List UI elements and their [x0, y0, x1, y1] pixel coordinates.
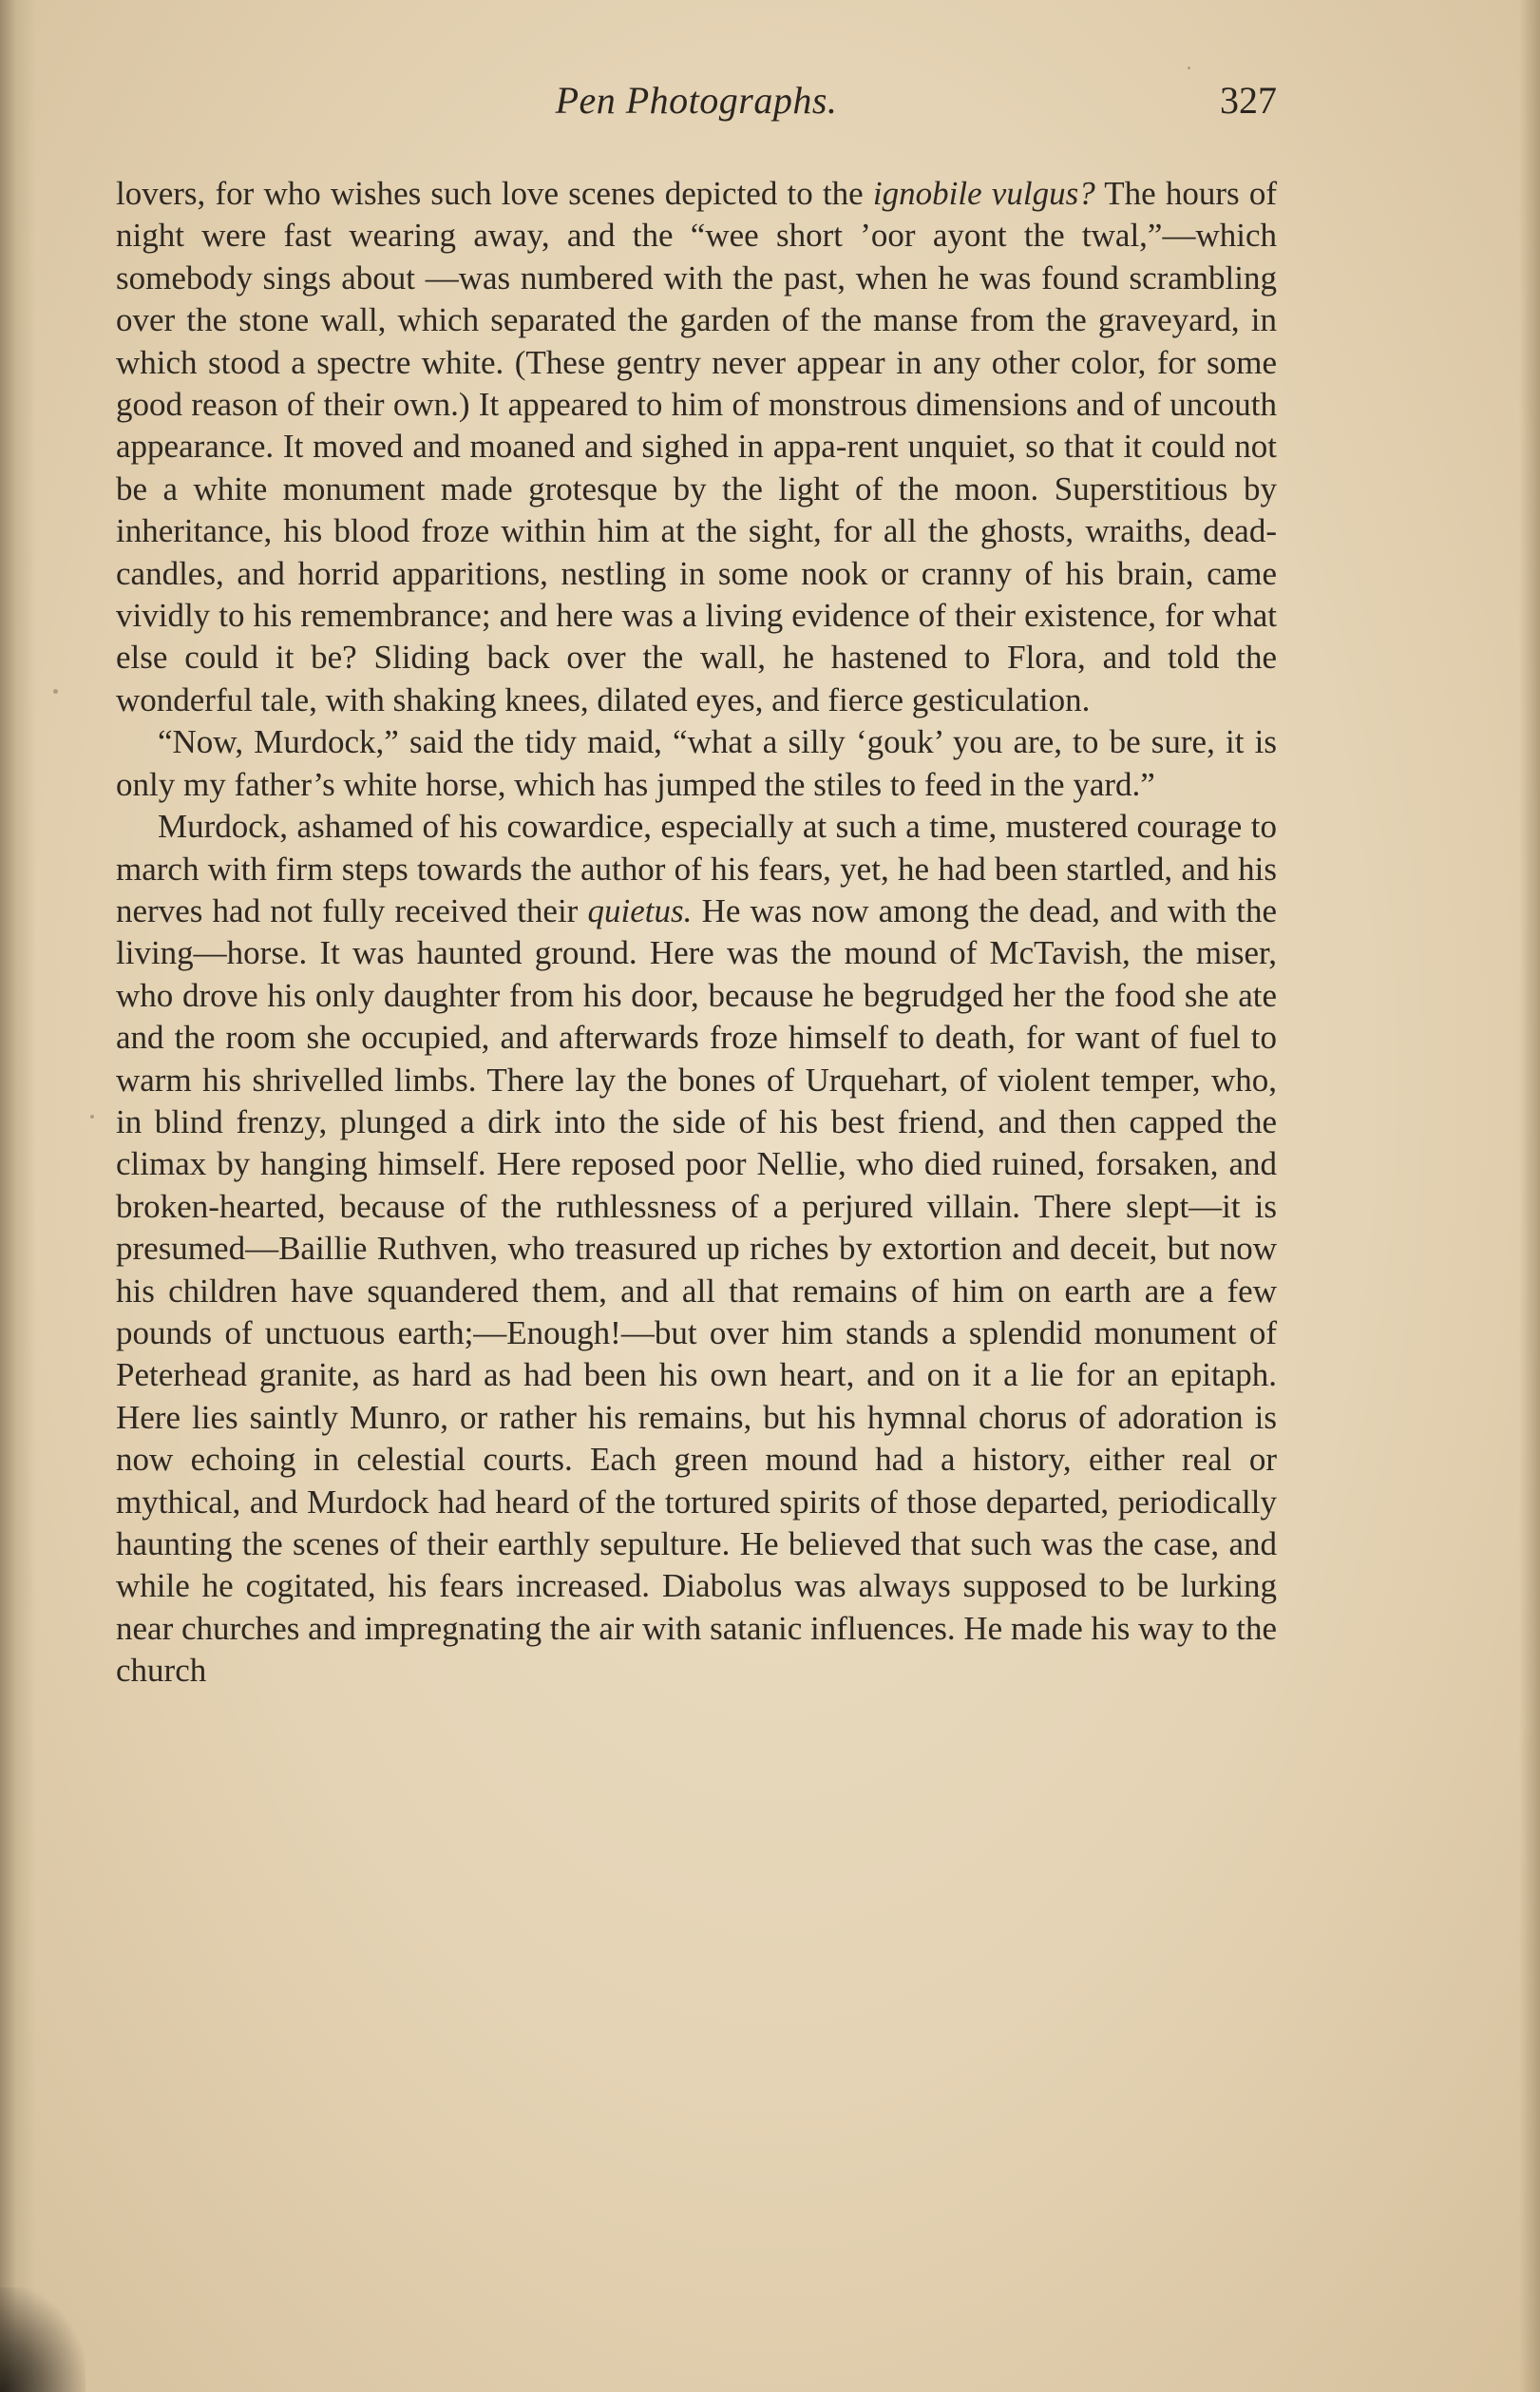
paper-spot — [90, 1115, 94, 1119]
running-title: Pen Photographs. — [555, 79, 838, 122]
page-edge — [1519, 0, 1540, 2392]
body-text — [116, 173, 1277, 1693]
text-run: The hours of night were fast wearing away, and the “wee short ’oor ayont the twal,”—which somebody sings about —was numbered with the past, when he was found scrambling over the stone wall, which separated the garden of the manse from the graveyard, in which stood a spectre white. (These gentry never appear in any other color, for some good reason of their own.) It appeared to him of monstrous dimensions and of uncouth appearance. It moved and moaned and sighed in appa-rent unquiet, so that it could not be a white monument made grotesque by the light of the moon. Superstitious by inheritance, his blood froze within him at the sight, for all the ghosts, wraiths, dead-candles, and horrid apparitions, nestling in some nook or cranny of his brain, came vividly to his remembrance; and here was a living evidence of their existence, for what else could it be? Sliding back over the wall, he hastened to Flora, and told the wonderful tale, with shaking knees, dilated eyes, and fierce gesticulation. — [116, 175, 1278, 718]
paper-spot — [53, 689, 58, 694]
italic-text: quietus. — [587, 891, 693, 929]
text-run: “Now, Murdock,” said the tidy maid, “what a silly ‘gouk’ you are, to be sure, it is only my father’s white horse, which has jumped the stiles to feed in the yard.” — [116, 723, 1277, 803]
page-number: 327 — [1220, 79, 1277, 122]
paragraph — [116, 173, 1277, 721]
running-head — [116, 78, 1277, 135]
text-run: He was now among the dead, and with the living—horse. It was haunted ground. Here was the mound of McTavish, the miser, who drove his only daughter from his door, because he begrudged her the food she ate and the room she occupied, and afterwards froze himself to death, for want of fuel to warm his shrivelled limbs. There lay the bones of Urquehart, of violent temper, who, in blind frenzy, plunged a dirk into the side of his best friend, and then capped the climax by hanging himself. Here reposed poor Nellie, who died ruined, forsaken, and broken-hearted, because of the ruthlessness of a perjured villain. There slept—it is presumed—Baillie Ruthven, who treasured up riches by extortion and deceit, but now his children have squandered them, and all that remains of him on earth are a few pounds of unctuous earth;—Enough!—but over him stands a splendid monument of Peterhead granite, as hard as had been his own heart, and on it a lie for an epitaph. Here lies saintly Munro, or rather his remains, but his hymnal chorus of adoration is now echoing in celestial courts. Each green mound had a history, either real or mythical, and Murdock had heard of the tortured spirits of those departed, periodically haunting the scenes of their earthly sepulture. He believed that such was the case, and while he cogitated, his fears increased. Diabolus was always supposed to be lurking near churches and impregnating the air with satanic influences. He made his way to the church — [116, 891, 1277, 1690]
paragraph — [116, 721, 1277, 806]
text-run: lovers, for who wishes such love scenes depicted to the — [116, 175, 873, 212]
paragraph — [116, 806, 1277, 1693]
corner-shadow — [0, 2287, 86, 2392]
italic-text: ignobile vulgus? — [872, 175, 1095, 212]
binding-shadow — [0, 0, 36, 2392]
text-run: Murdock, ashamed of his cowardice, especially at such a time, mustered courage to march with firm steps towards the author of his fears, yet, he had been startled, and his nerves had not fully received their — [116, 808, 1277, 929]
paper-spot — [1188, 67, 1190, 69]
